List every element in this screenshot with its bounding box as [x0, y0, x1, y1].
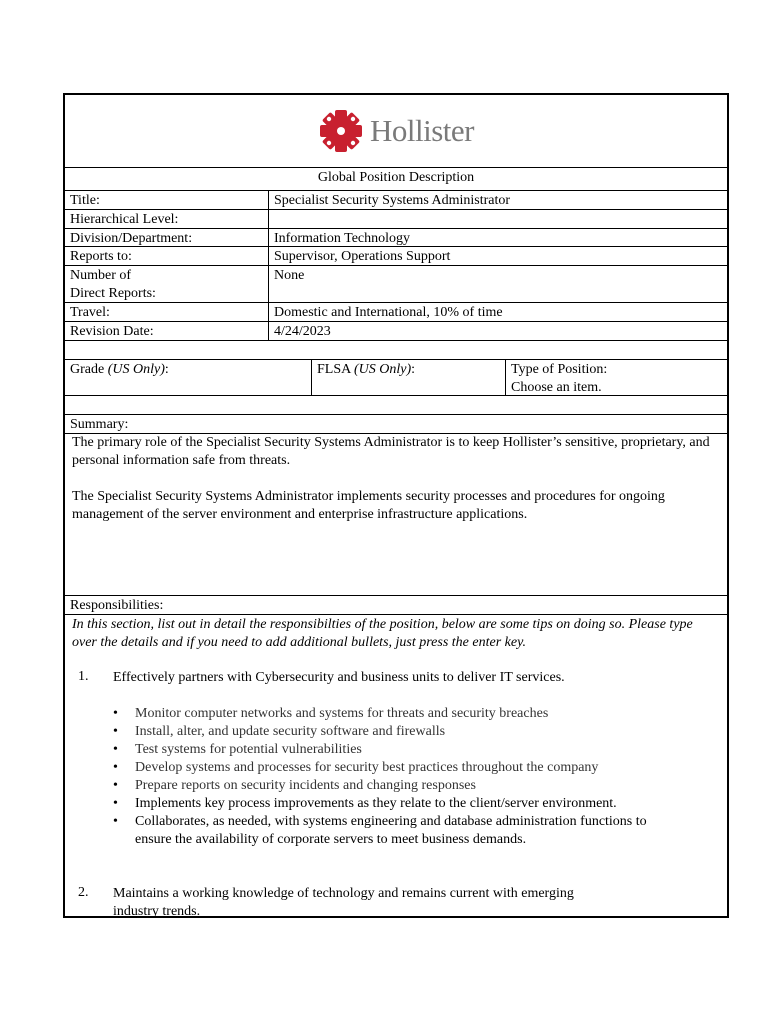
- bullet-icon: •: [113, 814, 118, 829]
- grade-label: Grade: [70, 362, 108, 377]
- field-label: Travel:: [70, 305, 110, 320]
- bullet-item: [65, 741, 727, 759]
- field-value[interactable]: Information Technology: [268, 229, 727, 246]
- field-value[interactable]: Supervisor, Operations Support: [268, 247, 727, 265]
- summary-header: [65, 414, 727, 433]
- field-value[interactable]: None: [268, 266, 727, 302]
- summary-paragraph: The primary role of the Specialist Security Systems Administrator is to keep Hollister’s sensitive, proprietary, and personal information safe from threats.: [72, 435, 710, 468]
- flsa-suffix: :: [411, 362, 416, 377]
- summary-label: Summary:: [70, 417, 129, 432]
- field-value[interactable]: 4/24/2023: [268, 322, 727, 340]
- field-value[interactable]: Specialist Security Systems Administrator: [268, 191, 727, 209]
- field-label: Hierarchical Level:: [70, 212, 179, 227]
- bullet-text: Install, alter, and update security software and firewalls: [135, 724, 446, 739]
- bullet-text: Develop systems and processes for security best practices throughout the company: [135, 760, 599, 775]
- form-heading: [65, 167, 727, 190]
- grade-field[interactable]: [65, 360, 311, 395]
- bullet-text: Prepare reports on security incidents and changing responses: [135, 778, 476, 793]
- bullet-item: [65, 759, 727, 777]
- grade-qualifier: (US Only): [107, 362, 165, 377]
- flsa-field[interactable]: [311, 360, 505, 395]
- summary-paragraph: The Specialist Security Systems Administrator implements security processes and procedures for ongoing management of the server environment and enterprise infrastructure applications.: [72, 489, 665, 522]
- position-description-form: [63, 93, 729, 918]
- field-value[interactable]: [268, 210, 727, 228]
- field-row-reports-to: [65, 246, 727, 265]
- bullet-item: [65, 777, 727, 795]
- bullet-item: [65, 705, 727, 723]
- responsibility-text: Effectively partners with Cybersecurity and business units to deliver IT services.: [113, 670, 565, 685]
- grade-suffix: :: [164, 362, 169, 377]
- summary-body[interactable]: [65, 433, 727, 595]
- field-label-line-1: Number of: [70, 268, 132, 283]
- type-of-position-field: [505, 360, 727, 395]
- field-label: Division/Department:: [70, 231, 193, 246]
- bullet-item: [65, 795, 727, 813]
- field-label: [65, 266, 268, 302]
- bullet-item: [65, 813, 727, 849]
- logo-row: [65, 95, 727, 167]
- bullet-text: Implements key process improvements as they relate to the client/server environment.: [135, 796, 617, 811]
- responsibilities-instructions: In this section, list out in detail the responsibilties of the position, below are some tips on doing so. Please type over the details and if you need to add additional bullets, just press the enter key.: [72, 617, 693, 650]
- field-label: Revision Date:: [70, 324, 154, 339]
- spacer-row: [65, 395, 727, 414]
- responsibilities-header: [65, 595, 727, 614]
- responsibility-text: Maintains a working knowledge of technology and remains current with emerging industry trends.: [113, 886, 574, 919]
- field-row-revision-date: [65, 321, 727, 340]
- responsibility-number: 2.: [78, 885, 89, 900]
- spacer-row: [65, 340, 727, 359]
- bullet-item: [65, 723, 727, 741]
- bullet-icon: •: [113, 796, 118, 811]
- bullet-text: Collaborates, as needed, with systems engineering and database administration functions to ensure the availability of corporate servers to meet business demands.: [135, 814, 647, 847]
- field-row-division: [65, 228, 727, 246]
- bullet-icon: •: [113, 760, 118, 775]
- form-heading-text: Global Position Description: [317, 170, 475, 185]
- bullet-icon: •: [113, 778, 118, 793]
- type-of-position-dropdown[interactable]: Choose an item.: [511, 380, 602, 395]
- responsibilities-body[interactable]: [65, 614, 727, 919]
- hollister-cross-logo-icon: [318, 108, 364, 154]
- field-row-direct-reports: [65, 265, 727, 302]
- field-row-hierarchical-level: [65, 209, 727, 228]
- type-of-position-label: Type of Position:: [511, 362, 608, 377]
- bullet-text: Monitor computer networks and systems for threats and security breaches: [135, 706, 549, 721]
- field-label: Title:: [70, 193, 100, 208]
- field-label-line-2: Direct Reports:: [70, 286, 156, 301]
- flsa-label: FLSA: [317, 362, 354, 377]
- bullet-icon: •: [113, 742, 118, 757]
- flsa-qualifier: (US Only): [353, 362, 412, 377]
- responsibilities-label: Responsibilities:: [70, 598, 164, 613]
- responsibility-bullet-list: [65, 705, 727, 849]
- bullet-text: Test systems for potential vulnerabilities: [135, 742, 362, 757]
- field-row-travel: [65, 302, 727, 321]
- field-label: Reports to:: [70, 249, 132, 264]
- responsibility-number: 1.: [78, 669, 89, 684]
- hollister-logo: [318, 108, 474, 154]
- field-value[interactable]: Domestic and International, 10% of time: [268, 303, 727, 321]
- bullet-icon: •: [113, 724, 118, 739]
- bullet-icon: •: [113, 706, 118, 721]
- field-row-title: [65, 190, 727, 209]
- logo-wordmark: Hollister: [370, 113, 474, 148]
- classification-row: [65, 359, 727, 395]
